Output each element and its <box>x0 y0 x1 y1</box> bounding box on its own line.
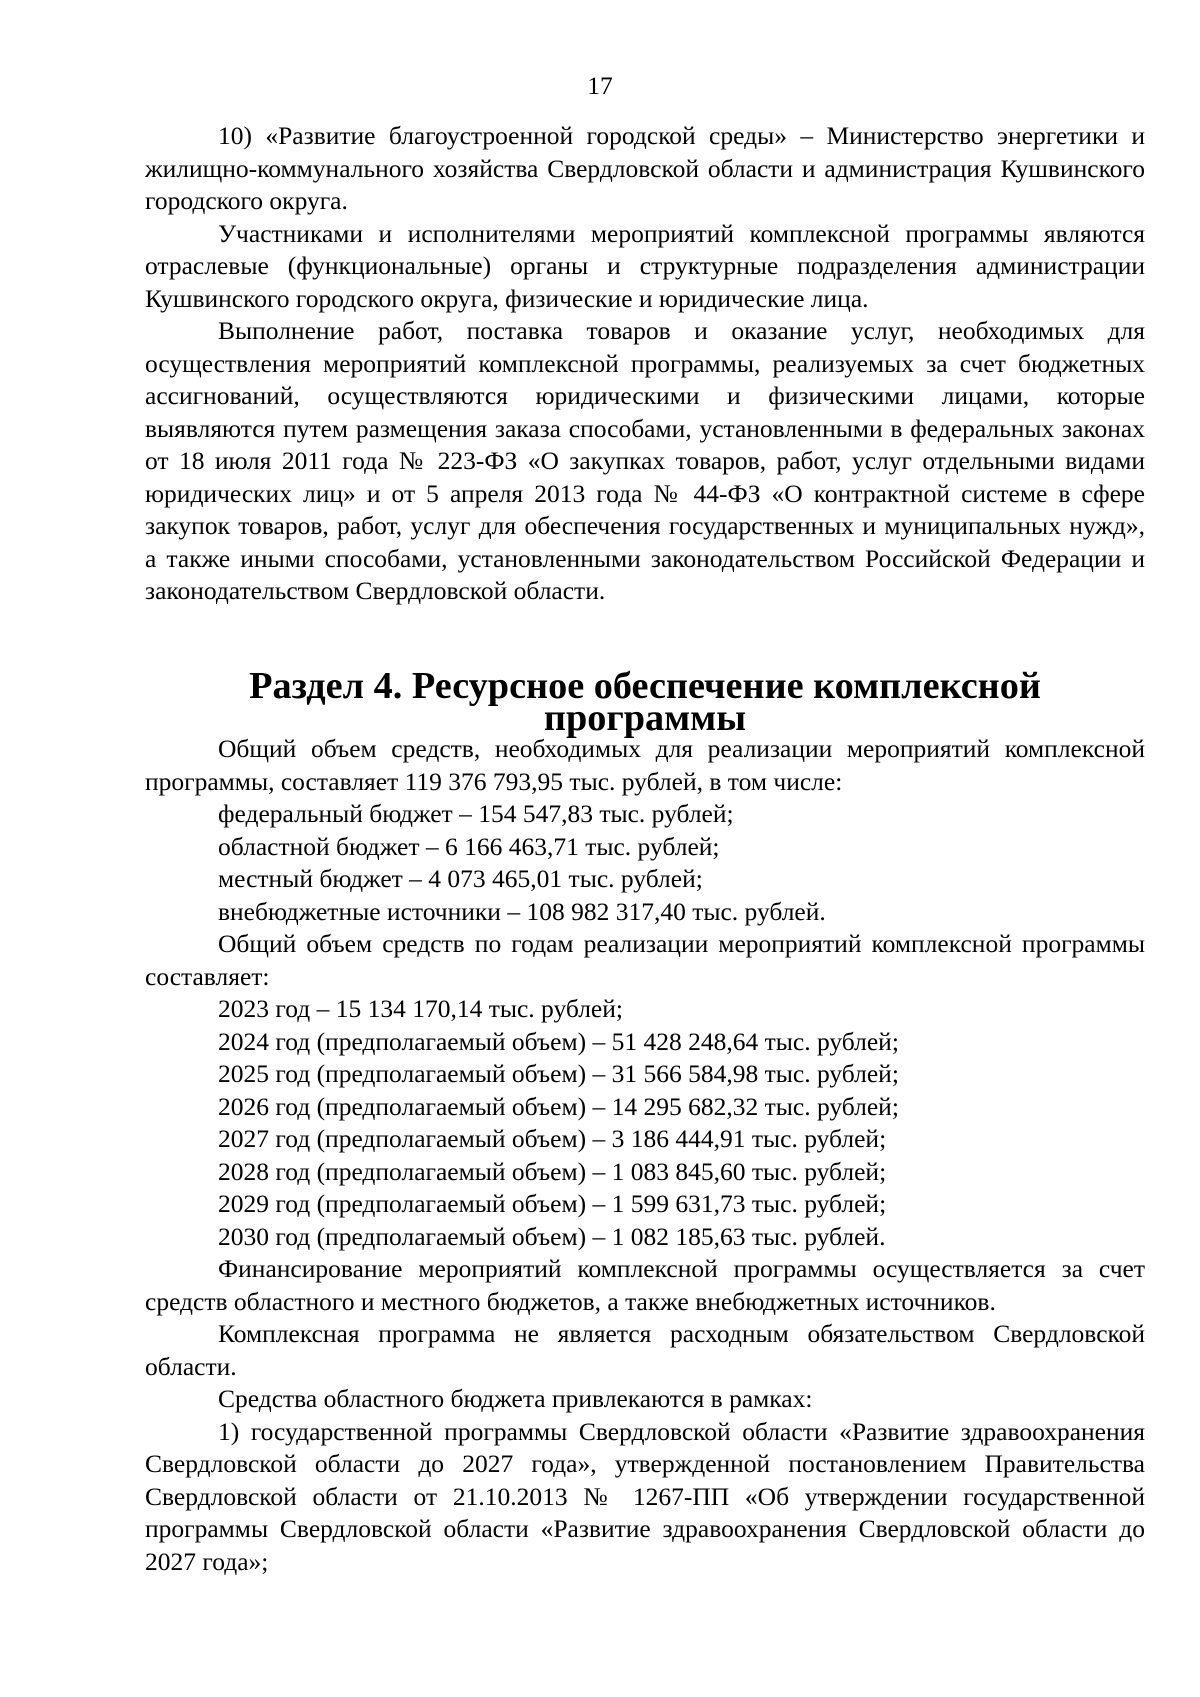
paragraph-by-years-intro: Общий объем средств по годам реализации мероприятий комплексной программы составляет: <box>145 929 1145 991</box>
year-line-2024: 2024 год (предполагаемый объем) – 51 428 248,64 тыс. рублей; <box>218 1026 899 1056</box>
section-4-body <box>145 733 1145 1578</box>
source-line-regional: областной бюджет – 6 166 463,71 тыс. рублей; <box>218 831 720 861</box>
year-line-2027: 2027 год (предполагаемый объем) – 3 186 444,91 тыс. рублей; <box>218 1124 887 1153</box>
source-line-local: местный бюджет – 4 073 465,01 тыс. рублей; <box>218 864 703 893</box>
section-4-heading: Раздел 4. Ресурсное обеспечение комплексной программы <box>249 665 1041 739</box>
paragraph-not-obligation: Комплексная программа не является расходным обязательством Свердловской области. <box>145 1319 1145 1381</box>
paragraph-total-volume: Общий объем средств, необходимых для реализации мероприятий комплексной программы, составляет 119 376 793,95 тыс. рублей, в том числе: <box>145 734 1145 796</box>
source-line-federal: федеральный бюджет – 154 547,83 тыс. рублей; <box>218 799 734 828</box>
paragraph-execution: Выполнение работ, поставка товаров и оказание услуг, необходимых для осуществления мероприятий комплексной программы, реализуемых за счет бюджетных ассигнований, осуществляются юридическими и физическими лицами, которые выявляются путем размещения заказа способами, установленными в федеральных законах от 18 июля 2011 года № 223-ФЗ «О закупках товаров, работ, услуг отдельными видами юридических лиц» и от 5 апреля 2013 года № 44-ФЗ «О контрактной системе в сфере закупок товаров, работ, услуг для обеспечения государственных и муниципальных нужд», а также иными способами, установленными законодательством Российской Федерации и законодательством Свердловской области. <box>145 316 1145 605</box>
paragraph-item-10: 10) «Развитие благоустроенной городской среды» – Министерство энергетики и жилищно-коммунального хозяйства Свердловской области и администрация Кушвинского городского округа. <box>145 121 1145 215</box>
paragraph-item-1: 1) государственной программы Свердловской области «Развитие здравоохранения Свердловской области до 2027 года», утвержденной постановлением Правительства Свердловской области от 21.10.2013 № 1267-ПП «Об утверждении государственной программы Свердловской области «Развитие здравоохранения Свердловской области до 2027 года»; <box>145 1416 1145 1576</box>
top-section <box>145 120 1145 608</box>
paragraph-participants: Участниками и исполнителями мероприятий комплексной программы являются отраслевые (функциональные) органы и структурные подразделения администрации Кушвинского городского округа, физические и юридические лица. <box>145 218 1145 313</box>
year-line-2028: 2028 год (предполагаемый объем) – 1 083 845,60 тыс. рублей; <box>218 1156 887 1186</box>
year-line-2029: 2029 год (предполагаемый объем) – 1 599 631,73 тыс. рублей; <box>218 1189 887 1218</box>
year-line-2026: 2026 год (предполагаемый объем) – 14 295 682,32 тыс. рублей; <box>218 1091 899 1121</box>
year-line-2025: 2025 год (предполагаемый объем) – 31 566 584,98 тыс. рублей; <box>218 1059 899 1088</box>
page-number: 17 <box>587 71 613 100</box>
paragraph-regional-funds-intro: Средства областного бюджета привлекаются в рамках: <box>218 1384 813 1413</box>
year-line-2023: 2023 год – 15 134 170,14 тыс. рублей; <box>218 994 623 1023</box>
year-line-2030: 2030 год (предполагаемый объем) – 1 082 185,63 тыс. рублей. <box>218 1221 886 1251</box>
source-line-extrabudgetary: внебюджетные источники – 108 982 317,40 тыс. рублей. <box>218 896 826 926</box>
paragraph-financing: Финансирование мероприятий комплексной программы осуществляется за счет средств областного и местного бюджетов, а также внебюджетных источников. <box>145 1254 1145 1316</box>
